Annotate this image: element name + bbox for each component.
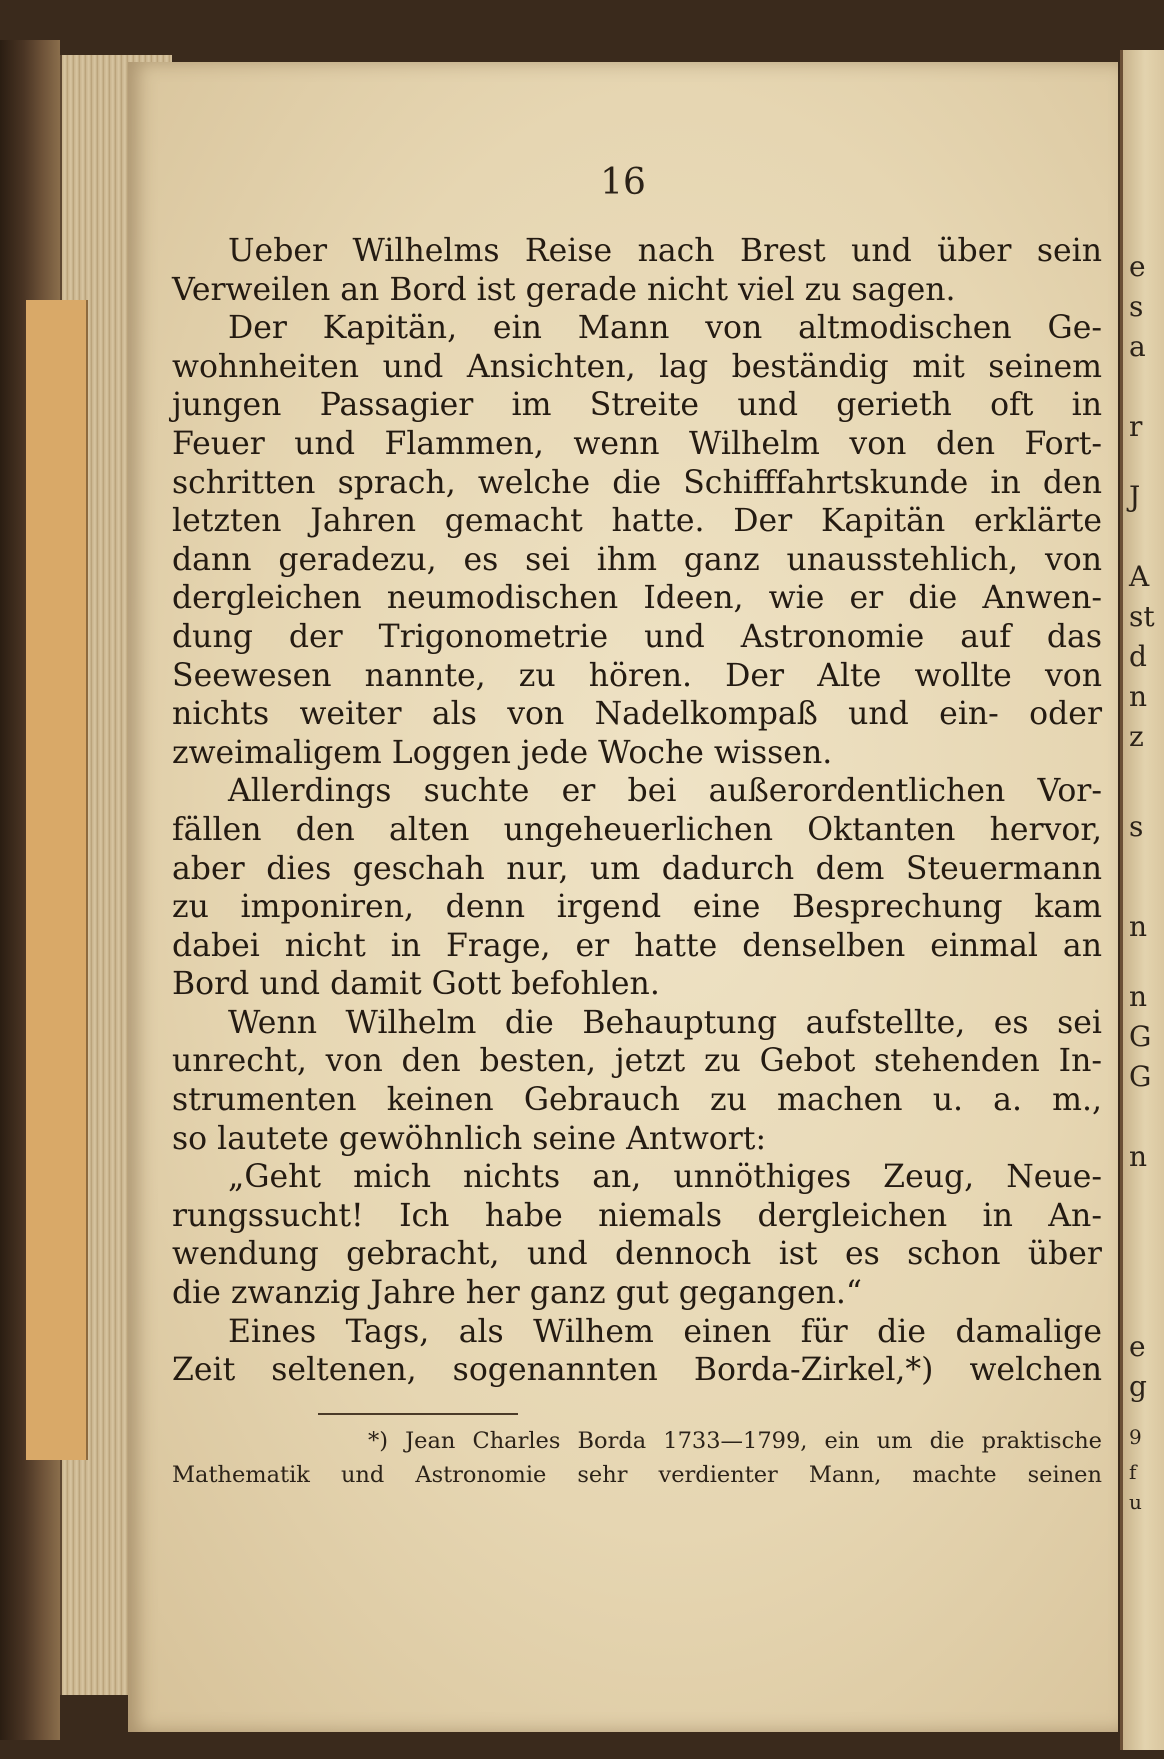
text-line: Der Kapitän, ein Mann von altmodischen Ge-: [228, 310, 1102, 347]
body-text: [172, 232, 1102, 1390]
text-line: zweimaligem Loggen jede Woche wissen.: [172, 734, 833, 771]
next-page-fragment: g: [1129, 1370, 1147, 1403]
next-page-fragment: s: [1129, 290, 1144, 323]
text-line: Eines Tags, als Wilhem einen für die damalige: [228, 1313, 1102, 1350]
text-line: aber dies geschah nur, um dadurch dem Steuermann: [172, 850, 1102, 887]
text-line: rungssucht! Ich habe niemals dergleichen in An-: [172, 1197, 1102, 1234]
next-page-edge: [1120, 50, 1164, 1750]
next-page-fragment: n: [1129, 980, 1148, 1013]
next-page-fragment: n: [1129, 1140, 1148, 1173]
next-page-fragment: G: [1129, 1060, 1152, 1093]
next-page-fragment: e: [1129, 1330, 1146, 1363]
next-page-fragment: st: [1129, 600, 1155, 633]
next-page-fragment: n: [1129, 680, 1148, 713]
text-line: „Geht mich nichts an, unnöthiges Zeug, Neue-: [228, 1159, 1102, 1196]
text-line: letzten Jahren gemacht hatte. Der Kapitän erklärte: [172, 503, 1102, 540]
footnote-line: Mathematik und Astronomie sehr verdienter Mann, machte seinen: [172, 1462, 1102, 1488]
text-line: dergleichen neumodischen Ideen, wie er die Anwen-: [172, 580, 1102, 617]
text-line: Bord und damit Gott befohlen.: [172, 966, 660, 1003]
next-page-fragment: r: [1129, 410, 1143, 443]
text-line: jungen Passagier im Streite und gerieth oft in: [172, 387, 1102, 424]
text-line: strumenten keinen Gebrauch zu machen u. a. m.,: [172, 1082, 1102, 1119]
text-line: Allerdings suchte er bei außerordentlichen Vor-: [228, 773, 1102, 810]
text-line: Ueber Wilhelms Reise nach Brest und über sein: [228, 233, 1102, 269]
next-page-fragment: s: [1129, 810, 1144, 843]
page-number: 16: [600, 162, 646, 203]
text-line: so lautete gewöhnlich seine Antwort:: [172, 1120, 767, 1157]
next-page-fragment: d: [1129, 640, 1147, 673]
text-line: dabei nicht in Frage, er hatte denselben einmal an: [172, 927, 1102, 964]
text-line: nichts weiter als von Nadelkompaß und ein- oder: [172, 696, 1102, 733]
text-line: Seewesen nannte, zu hören. Der Alte wollte von: [172, 657, 1102, 694]
text-line: wohnheiten und Ansichten, lag beständig mit seinem: [172, 348, 1102, 385]
bookmark-tab: [26, 300, 88, 1460]
next-page-fragment: u: [1129, 1490, 1142, 1514]
text-line: fällen den alten ungeheuerlichen Oktanten hervor,: [172, 811, 1102, 848]
next-page-fragment: J: [1129, 480, 1141, 513]
next-page-fragment: z: [1129, 720, 1144, 753]
footnote-rule: [318, 1413, 518, 1415]
text-line: unrecht, von den besten, jetzt zu Gebot stehenden In-: [172, 1043, 1102, 1080]
text-line: Feuer und Flammen, wenn Wilhelm von den Fort-: [172, 425, 1102, 462]
text-line: wendung gebracht, und dennoch ist es schon über: [172, 1236, 1102, 1273]
text-line: Verweilen an Bord ist gerade nicht viel zu sagen.: [172, 271, 956, 308]
footnote: [172, 1424, 1102, 1492]
next-page-fragment: A: [1129, 560, 1150, 593]
next-page-fragment: 9: [1129, 1425, 1142, 1449]
next-page-fragment: n: [1129, 910, 1148, 943]
text-line: die zwanzig Jahre her ganz gut gegangen.“: [172, 1275, 862, 1312]
text-line: Wenn Wilhelm die Behauptung aufstellte, es sei: [228, 1004, 1102, 1041]
footnote-line: *) Jean Charles Borda 1733—1799, ein um die praktische: [368, 1428, 1102, 1454]
next-page-fragment: a: [1129, 330, 1146, 363]
next-page-fragment: G: [1129, 1020, 1152, 1053]
text-line: dung der Trigonometrie und Astronomie auf das: [172, 618, 1102, 655]
next-page-fragment: f: [1129, 1460, 1137, 1484]
text-line: schritten sprach, welche die Schifffahrtskunde in den: [172, 464, 1102, 501]
text-line: Zeit seltenen, sogenannten Borda-Zirkel,*) welchen: [172, 1352, 1102, 1389]
text-line: zu imponiren, denn irgend eine Besprechung kam: [172, 889, 1102, 926]
text-line: dann geradezu, es sei ihm ganz unausstehlich, von: [172, 541, 1102, 578]
next-page-fragment: e: [1129, 250, 1146, 283]
